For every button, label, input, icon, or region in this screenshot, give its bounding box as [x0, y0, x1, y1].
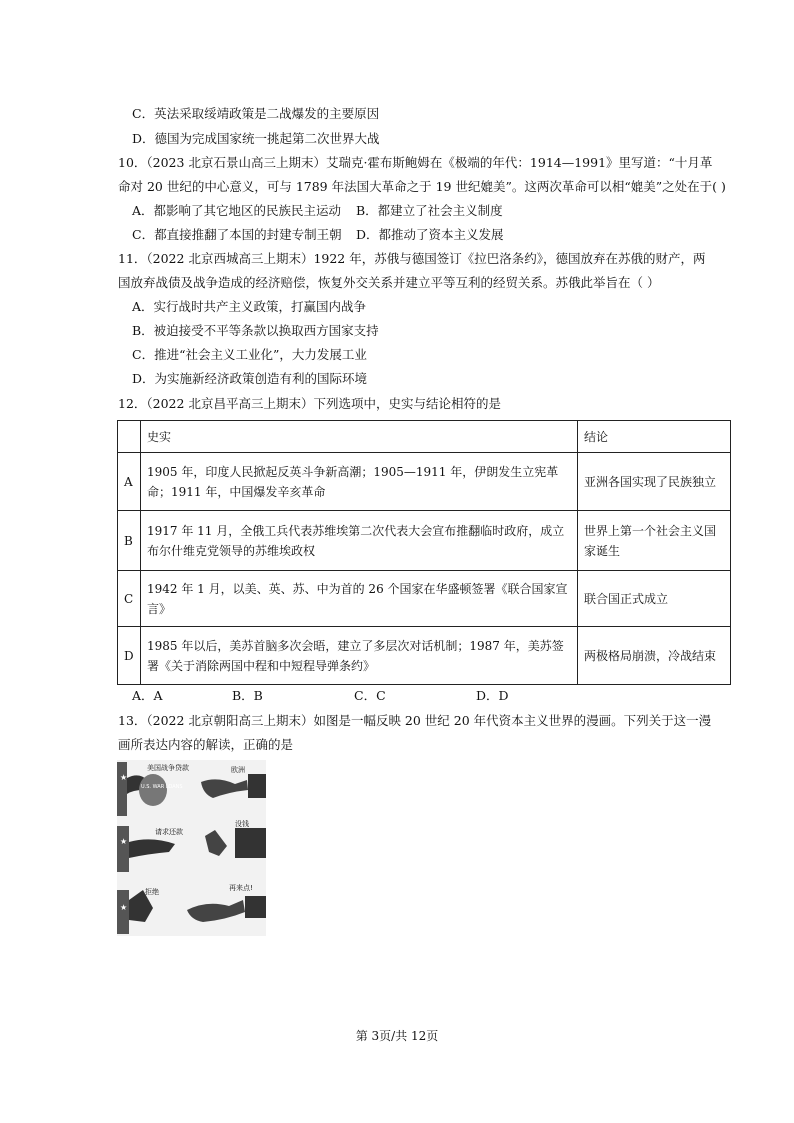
table-row-fact: 1917 年 11 月，全俄工兵代表苏维埃第二次代表大会宣布推翻临时政府，成立布尔什维克党领导的苏维埃政权: [141, 511, 578, 571]
bag-label: U.S. WAR LOANS: [141, 784, 183, 790]
us-sleeve-1: [117, 762, 127, 816]
table-row-conclusion: 联合国正式成立: [578, 571, 731, 627]
table-row-fact: 1942 年 1 月，以美、英、苏、中为首的 26 个国家在华盛顿签署《联合国家宣言》: [141, 571, 578, 627]
page-footer: 第 3页/共 12页: [355, 1029, 439, 1043]
q12-answer-c: C．C: [354, 688, 386, 703]
cartoon-image: [117, 760, 266, 936]
q10-option-a: A．都影响了其它地区的民族民主运动: [132, 203, 342, 218]
q12-table: [117, 420, 731, 685]
label-again: 再来点!: [229, 884, 253, 892]
table-header-fact: 史实: [141, 421, 578, 453]
q12-answer-d: D．D: [476, 688, 509, 703]
table-row: [118, 571, 731, 627]
q13-stem-line2: 画所表达内容的解读，正确的是: [118, 737, 294, 752]
q11-option-c: C．推进“社会主义工业化”，大力发展工业: [132, 347, 367, 362]
q12-answer-b: B．B: [232, 688, 263, 703]
label-repay: 请求还款: [155, 828, 183, 836]
q9-option-c: C．英法采取绥靖政策是二战爆发的主要原因: [132, 106, 380, 121]
cartoon-drawing: [117, 760, 266, 936]
q9-option-d: D．德国为完成国家统一挑起第二次世界大战: [132, 131, 380, 146]
money-bag: [139, 774, 167, 806]
q10-option-c: C．都直接推翻了本国的封建专制王朝: [132, 227, 342, 242]
table-row: [118, 627, 731, 685]
table-header-row: [118, 421, 731, 453]
q11-option-a: A．实行战时共产主义政策，打赢国内战争: [132, 299, 367, 314]
table-row-conclusion: 两极格局崩溃，冷战结束: [578, 627, 731, 685]
table-row-letter: D: [118, 627, 141, 685]
table-row-fact: 1985 年以后，美苏首脑多次会晤，建立了多层次对话机制；1987 年，美苏签署《关于消除两国中程和中短程导弹条约》: [141, 627, 578, 685]
table-row-conclusion: 亚洲各国实现了民族独立: [578, 453, 731, 511]
table-row: [118, 453, 731, 511]
table-cell-empty: [118, 421, 141, 453]
table-row-letter: B: [118, 511, 141, 571]
svg-text:★: ★: [120, 903, 128, 912]
label-us-loans: 美国战争贷款: [147, 764, 189, 772]
q10-option-d: D．都推动了资本主义发展: [356, 227, 504, 242]
q11-stem-line1: 11．（2022 北京西城高三上期末）1922 年，苏俄与德国签订《拉巴洛条约》，德国放弃在苏俄的财产，两: [118, 251, 706, 266]
svg-text:★: ★: [120, 837, 128, 846]
q10-stem-line1: 10．（2023 北京石景山高三上期末）艾瑞克·霍布斯鲍姆在《极端的年代：1914—1991》里写道：“十月革: [118, 155, 713, 170]
table-row-letter: A: [118, 453, 141, 511]
table-header-conclusion: 结论: [578, 421, 731, 453]
q10-option-b: B．都建立了社会主义制度: [356, 203, 503, 218]
q13-stem-line1: 13．（2022 北京朝阳高三上期末）如图是一幅反映 20 世纪 20 年代资本主义世界的漫画。下列关于这一漫: [118, 713, 712, 728]
table-row-letter: C: [118, 571, 141, 627]
q11-option-d: D．为实施新经济政策创造有利的国际环境: [132, 371, 368, 386]
us-sleeve-2: [117, 826, 129, 872]
table-row: [118, 511, 731, 571]
q10-stem-line2: 命对 20 世纪的中心意义，可与 1789 年法国大革命之于 19 世纪媲美”。这两次革命可以相“媲美”之处在于( ): [118, 179, 726, 194]
label-europe: 欧洲: [231, 766, 245, 774]
q11-stem-line2: 国放弃战债及战争造成的经济赔偿，恢复外交关系并建立平等互利的经贸关系。苏俄此举旨在（ ）: [118, 275, 660, 290]
q11-option-b: B．被迫接受不平等条款以换取西方国家支持: [132, 323, 379, 338]
q12-answer-a: A．A: [132, 688, 163, 703]
table-row-conclusion: 世界上第一个社会主义国家诞生: [578, 511, 731, 571]
table-row-fact: 1905 年，印度人民掀起反英斗争新高潮；1905—1911 年，伊朗发生立宪革命；1911 年，中国爆发辛亥革命: [141, 453, 578, 511]
svg-text:★: ★: [120, 773, 128, 782]
label-refuse: 拒绝: [145, 888, 159, 896]
label-no-money: 没钱: [235, 820, 249, 828]
q12-stem: 12．（2022 北京昌平高三上期末）下列选项中，史实与结论相符的是: [118, 396, 501, 411]
us-sleeve-3: [117, 890, 129, 934]
